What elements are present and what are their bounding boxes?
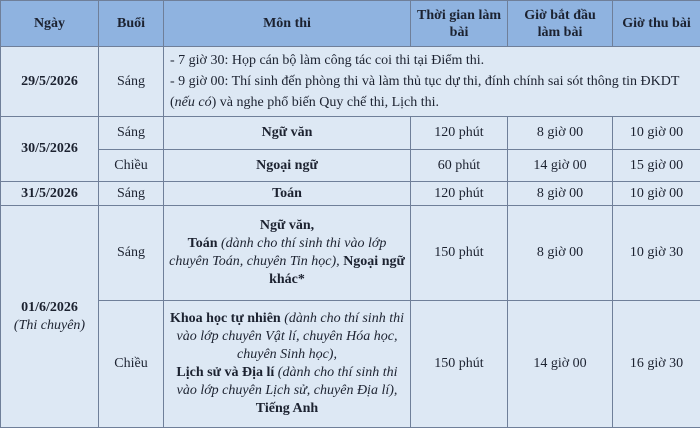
date-cell: 29/5/2026 xyxy=(1,47,99,117)
session-cell: Sáng xyxy=(99,206,164,301)
session-cell: Sáng xyxy=(99,47,164,117)
header-session: Buổi xyxy=(99,1,164,47)
start-cell: 8 giờ 00 xyxy=(508,117,613,150)
session-cell: Chiều xyxy=(99,150,164,182)
header-start: Giờ bắt đầu làm bài xyxy=(508,1,613,47)
subject-cell: Ngoại ngữ xyxy=(164,150,411,182)
subject-cell xyxy=(164,206,411,301)
subject-line xyxy=(168,235,406,289)
subject-cell xyxy=(164,301,411,428)
date-cell: 31/5/2026 xyxy=(1,182,99,206)
header-day: Ngày xyxy=(1,1,99,47)
subject-line: Tiếng Anh xyxy=(168,400,406,418)
note-text-italic: nếu có xyxy=(175,95,212,110)
subject-name: Toán xyxy=(188,236,218,251)
session-cell: Chiều xyxy=(99,301,164,428)
subject-cell: Toán xyxy=(164,182,411,206)
table-row xyxy=(1,150,700,182)
table-row xyxy=(1,206,700,301)
subject-name: Khoa học tự nhiên xyxy=(170,311,281,326)
duration-cell: 150 phút xyxy=(411,301,508,428)
end-cell: 16 giờ 30 xyxy=(613,301,700,428)
end-cell: 15 giờ 00 xyxy=(613,150,700,182)
end-cell: 10 giờ 30 xyxy=(613,206,700,301)
header-subject: Môn thi xyxy=(164,1,411,47)
header-duration: Thời gian làm bài xyxy=(411,1,508,47)
date-note: (Thi chuyên) xyxy=(5,317,94,335)
subject-line xyxy=(168,364,406,400)
table-row xyxy=(1,182,700,206)
subject-cell: Ngữ văn xyxy=(164,117,411,150)
note-line xyxy=(170,71,694,113)
end-cell: 10 giờ 00 xyxy=(613,182,700,206)
date-cell: 30/5/2026 xyxy=(1,117,99,182)
start-cell: 14 giờ 00 xyxy=(508,150,613,182)
subject-note: (dành cho thí sinh thi vào lớp chuyên Vật lí, chuyên Hóa học, chuyên Sinh học), xyxy=(177,311,404,362)
duration-cell: 120 phút xyxy=(411,117,508,150)
subject-note: (dành cho thí sinh thi vào lớp chuyên Lịch sử, chuyên Địa lí), xyxy=(177,365,398,398)
session-cell: Sáng xyxy=(99,182,164,206)
header-row xyxy=(1,1,700,47)
table-row xyxy=(1,47,700,117)
start-cell: 8 giờ 00 xyxy=(508,206,613,301)
notes-cell xyxy=(164,47,700,117)
note-line: - 7 giờ 30: Họp cán bộ làm công tác coi thi tại Điểm thi. xyxy=(170,50,694,71)
subject-name: Ngoại ngữ khác* xyxy=(269,254,405,287)
duration-cell: 150 phút xyxy=(411,206,508,301)
note-text: - 9 giờ 00: Thí sinh đến phòng thi và làm thủ tục dự thi, đính chính sai sót thông tin ĐKDT ( xyxy=(170,74,679,110)
duration-cell: 120 phút xyxy=(411,182,508,206)
subject-line: Ngữ văn, xyxy=(168,217,406,235)
note-text: ) và nghe phổ biến Quy chế thi, Lịch thi. xyxy=(212,95,439,110)
subject-note: (dành cho thí sinh thi vào lớp chuyên Toán, chuyên Tin học), xyxy=(169,236,386,269)
duration-cell: 60 phút xyxy=(411,150,508,182)
end-cell: 10 giờ 00 xyxy=(613,117,700,150)
table-row xyxy=(1,117,700,150)
subject-line xyxy=(168,310,406,364)
session-cell: Sáng xyxy=(99,117,164,150)
start-cell: 8 giờ 00 xyxy=(508,182,613,206)
date-cell xyxy=(1,206,99,428)
header-end: Giờ thu bài xyxy=(613,1,700,47)
date-text: 01/6/2026 xyxy=(5,299,94,317)
table-row xyxy=(1,301,700,428)
subject-name: Lịch sử và Địa lí xyxy=(176,365,274,380)
start-cell: 14 giờ 00 xyxy=(508,301,613,428)
